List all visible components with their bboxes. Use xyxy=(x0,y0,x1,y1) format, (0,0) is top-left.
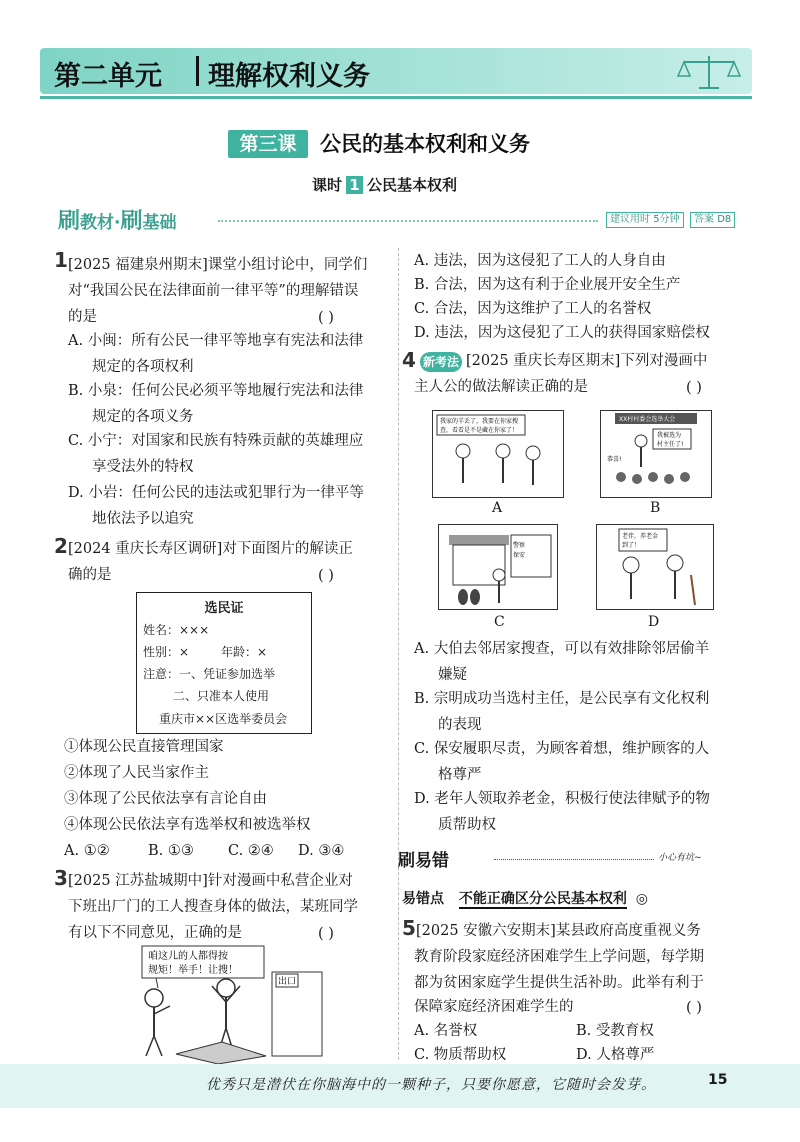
q3-stem-line-1: [2025 江苏盐城期中]针对漫画中私营企业对 xyxy=(68,873,353,889)
q1-option-a: A. 小闽：所有公民一律平等地享有宪法和法律 xyxy=(68,333,364,349)
q3-option-b: B. 合法，因为这有利于企业展开安全生产 xyxy=(414,277,681,293)
page-number: 15 xyxy=(708,1072,728,1088)
section-dotted-line xyxy=(218,220,598,222)
voter-card-sex: 性别：× xyxy=(143,645,190,659)
cartoon-bubble-line-2: 规矩！举手！让搜！ xyxy=(148,965,238,976)
unit-header xyxy=(40,48,752,98)
period-title xyxy=(312,174,457,195)
q2-statement-3: ③体现了公民依法享有言论自由 xyxy=(64,791,267,807)
q4-option-d: D. 老年人领取养老金，积极行使法律赋予的物 xyxy=(414,791,710,807)
q1-stem-line-1: [2025 福建泉州期末]课堂小组讨论中，同学们 xyxy=(68,257,368,273)
cartoon-c-label: C xyxy=(494,614,505,630)
q5-stem-line-3: 都为贫困家庭学生提供生活补助。此举有利于 xyxy=(414,975,704,991)
q5-stem-line-2: 教育阶段家庭经济困难学生上学问题，每学期 xyxy=(414,949,704,965)
question-4-number: 4 xyxy=(402,348,416,372)
target-icon: ◎ xyxy=(635,891,648,907)
brush-char-2: 刷 xyxy=(120,209,143,234)
cartoon-b-bubble-1: 我被选为 xyxy=(657,432,682,439)
q4-option-a-cont: 嫌疑 xyxy=(438,667,467,683)
q2-statement-2: ②体现了人民当家作主 xyxy=(64,765,209,781)
q3-stem-line-2: 下班出厂门的工人搜查身体的做法，某班同学 xyxy=(68,899,358,915)
q2-choice-b: B. ①③ xyxy=(148,843,194,859)
q1-stem-line-3: 的是 xyxy=(68,309,97,325)
cartoon-b-cheer: 恭喜! xyxy=(607,456,622,463)
q2-choice-a: A. ①② xyxy=(64,843,110,859)
error-prone-section xyxy=(398,842,738,872)
suggested-time-label: 建议用时 xyxy=(610,214,650,225)
q2-stem-line-2: 确的是 xyxy=(68,567,112,583)
suggested-time-value: 5分钟 xyxy=(653,214,680,225)
error-point-text: 不能正确区分公民基本权利 xyxy=(458,891,627,907)
q3-answer-blank[interactable]: ( ) xyxy=(318,926,334,942)
answer-page: D8 xyxy=(717,214,732,225)
section-text-2: 基础 xyxy=(142,213,177,233)
period-prefix: 课时 xyxy=(312,176,343,194)
cartoon-c xyxy=(438,524,558,610)
cartoon-a-label: A xyxy=(492,500,503,516)
cartoon-exit-sign: 出口 xyxy=(278,977,297,987)
cartoon-d-label: D xyxy=(648,614,660,630)
q4-answer-blank[interactable]: ( ) xyxy=(686,380,702,396)
brush-char-1: 刷 xyxy=(58,209,81,234)
answer-tag xyxy=(690,212,735,228)
q1-option-b: B. 小泉：任何公民必须平等地履行宪法和法律 xyxy=(68,383,364,399)
q4-stem-line-2: 主人公的做法解读正确的是 xyxy=(414,379,588,395)
voter-card-title: 选民证 xyxy=(204,601,244,616)
unit-topic: 理解权利义务 xyxy=(208,61,370,92)
q1-option-c: C. 小宁：对国家和民族有特殊贡献的英雄理应 xyxy=(68,433,364,449)
q2-choice-c: C. ②④ xyxy=(228,843,274,859)
q2-statement-1: ①体现公民直接管理国家 xyxy=(64,739,224,755)
section-dot: · xyxy=(114,213,121,233)
column-divider xyxy=(398,248,399,1060)
q5-option-b: B. 受教育权 xyxy=(576,1023,654,1039)
cartoon-a xyxy=(432,410,564,498)
lesson-number: 第三课 xyxy=(228,130,308,158)
q5-stem-line-1: [2025 安徽六安期末]某县政府高度重视义务 xyxy=(416,923,701,939)
voter-card-age: 年龄：× xyxy=(221,645,268,659)
answer-label: 答案 xyxy=(694,214,714,225)
page-footer xyxy=(0,1064,800,1108)
cartoon-d-bubble-2: 到了！ xyxy=(622,542,641,549)
voter-card xyxy=(136,592,312,734)
voter-card-name: 姓名：××× xyxy=(143,623,210,637)
q4-option-d-cont: 质帮助权 xyxy=(438,817,496,833)
cartoon-b-banner: XX村村委会选举大会 xyxy=(619,416,676,423)
q1-option-b-cont: 规定的各项义务 xyxy=(92,409,194,425)
q1-answer-blank[interactable]: ( ) xyxy=(318,310,334,326)
cartoon-c-police: 警察 xyxy=(513,542,526,549)
voter-card-issuer: 重庆市××区选举委员会 xyxy=(159,712,288,726)
q4-option-c-cont: 格尊严 xyxy=(438,767,482,783)
scales-icon xyxy=(674,52,744,92)
voter-card-note-1: 注意：一、凭证参加选举 xyxy=(143,667,276,681)
question-2-number: 2 xyxy=(54,534,68,558)
cartoon-c-guard: 保安 xyxy=(513,552,526,559)
error-section-dotted-line xyxy=(494,859,654,860)
new-question-type-badge: 新考法 xyxy=(420,352,462,372)
q5-stem-line-4: 保障家庭经济困难学生的 xyxy=(414,999,574,1015)
cartoon-b-bubble-2: 村主任了! xyxy=(657,441,684,448)
q3-option-c: C. 合法，因为这维护了工人的名誉权 xyxy=(414,301,652,317)
suggested-time-tag xyxy=(606,212,684,228)
error-section-tail: 小心有坑~ xyxy=(658,853,702,863)
q4-option-b: B. 宗明成功当选村主任，是公民享有文化权利 xyxy=(414,691,710,707)
unit-label: 第二单元 xyxy=(54,61,162,92)
q3-option-d: D. 违法，因为这侵犯了工人的获得国家赔偿权 xyxy=(414,325,710,341)
q1-option-a-cont: 规定的各项权利 xyxy=(92,359,194,375)
cartoon-d-bubble-1: 老伴，养老金 xyxy=(622,533,659,540)
cartoon-d-drawing xyxy=(597,525,713,609)
footer-motto: 优秀只是潜伏在你脑海中的一颗种子，只要你愿意，它随时会发芽。 xyxy=(206,1077,656,1093)
period-name: 公民基本权利 xyxy=(367,176,458,194)
question-1-number: 1 xyxy=(54,248,68,272)
q2-answer-blank[interactable]: ( ) xyxy=(318,568,334,584)
q5-option-d: D. 人格尊严 xyxy=(576,1047,655,1063)
cartoon-c-drawing xyxy=(439,525,557,609)
question-5-number: 5 xyxy=(402,916,416,940)
q4-option-a: A. 大伯去邻居家搜查，可以有效排除邻居偷羊 xyxy=(414,641,710,657)
q2-stem-line-1: [2024 重庆长寿区调研]对下面图片的解读正 xyxy=(68,541,353,557)
q1-option-c-cont: 享受法外的特权 xyxy=(92,459,194,475)
q5-option-a: A. 名誉权 xyxy=(414,1023,478,1039)
error-section-title: 刷易错 xyxy=(398,851,449,871)
q3-stem-line-3: 有以下不同意见，正确的是 xyxy=(68,925,242,941)
cartoon-b-label: B xyxy=(650,500,661,516)
q3-option-a: A. 违法，因为这侵犯了工人的人身自由 xyxy=(414,253,666,269)
q4-option-b-cont: 的表现 xyxy=(438,717,482,733)
header-separator xyxy=(196,56,199,86)
cartoon-bubble-line-1: 咱这儿的人都得按 xyxy=(148,951,228,962)
cartoon-a-text-2: 查，看看是不是藏在你家了！ xyxy=(440,427,519,434)
cartoon-b xyxy=(600,410,712,498)
q5-answer-blank[interactable]: ( ) xyxy=(686,1000,702,1016)
q2-statement-4: ④体现公民依法享有选举权和被选举权 xyxy=(64,817,311,833)
voter-card-note-2: 二、只准本人使用 xyxy=(173,689,270,703)
q2-choice-d: D. ③④ xyxy=(298,843,345,859)
cartoon-d xyxy=(596,524,714,610)
cartoon-a-text-1: 我家的羊丢了，我要在你家搜 xyxy=(440,418,519,425)
cartoon-a-drawing xyxy=(433,411,563,497)
period-number: 1 xyxy=(346,176,363,194)
q4-stem-line-1: [2025 重庆长寿区期末]下列对漫画中 xyxy=(466,353,708,369)
section-banner xyxy=(58,204,738,234)
header-underline xyxy=(40,96,752,99)
q1-option-d: D. 小岩：任何公民的违法或犯罪行为一律平等 xyxy=(68,485,364,501)
q1-stem-line-2: 对“我国公民在法律面前一律平等”的理解错误 xyxy=(68,283,359,299)
error-point-label: 易错点 xyxy=(402,891,444,907)
lesson-name: 公民的基本权利和义务 xyxy=(320,132,530,156)
question-3-number: 3 xyxy=(54,866,68,890)
q5-option-c: C. 物质帮助权 xyxy=(414,1047,507,1063)
error-point xyxy=(402,888,648,908)
q1-option-d-cont: 地依法予以追究 xyxy=(92,511,194,527)
factory-search-cartoon xyxy=(126,944,326,1066)
section-text-1: 教材 xyxy=(80,213,115,233)
q4-option-c: C. 保安履职尽责，为顾客着想，维护顾客的人 xyxy=(414,741,710,757)
cartoon-b-drawing xyxy=(601,411,711,497)
